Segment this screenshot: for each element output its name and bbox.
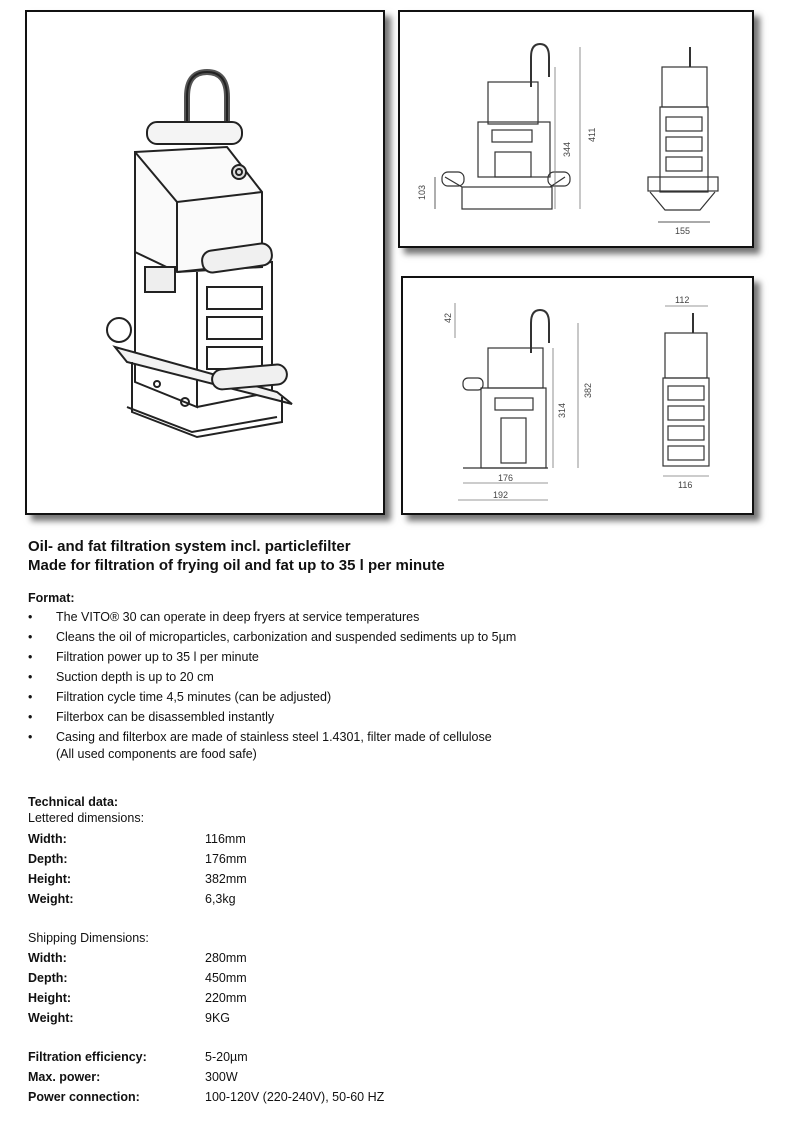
format-heading: Format: [28, 591, 75, 605]
table-row: Width: 280mm [28, 951, 247, 965]
format-list [28, 607, 768, 747]
product-title: Oil- and fat filtration system incl. particlefilter [28, 538, 351, 555]
bullet: • [28, 670, 33, 684]
list-item: • Filterbox can be disassembled instantly [28, 707, 768, 727]
product-subtitle: Made for filtration of frying oil and fat up to 35 l per minute [28, 557, 445, 574]
device-perspective-drawing [27, 12, 383, 513]
table-row: Filtration efficiency: 5-20µm [28, 1050, 248, 1064]
dim-411: 411 [587, 127, 597, 142]
table-row: Depth: 450mm [28, 971, 247, 985]
bullet: • [28, 630, 33, 644]
list-item: • Filtration cycle time 4,5 minutes (can be adjusted) [28, 687, 768, 707]
dim-42: 42 [443, 312, 453, 323]
list-item: • The VITO® 30 can operate in deep fryers at service temperatures [28, 607, 768, 627]
dim-344: 344 [562, 141, 572, 157]
bullet: • [28, 690, 33, 704]
list-item: • Casing and filterbox are made of stainless steel 1.4301, filter made of cellulose [28, 727, 768, 747]
dim-382: 382 [583, 382, 593, 398]
bullet: • [28, 610, 33, 624]
dim-155: 155 [675, 226, 691, 236]
perspective-drawing-panel [25, 10, 385, 515]
list-item: • Cleans the oil of microparticles, carbonization and suspended sediments up to 5µm [28, 627, 768, 647]
bullet: • [28, 730, 33, 744]
technical-heading: Technical data: [28, 795, 119, 809]
dim-116: 116 [678, 480, 693, 490]
side-front-view-panel-2 [401, 276, 754, 515]
dim-103: 103 [417, 184, 427, 200]
bullet: • [28, 650, 33, 664]
side-front-view-drawing-2 [403, 278, 752, 513]
dim-176: 176 [498, 473, 514, 483]
bullet: • [28, 710, 33, 724]
table-row: Power connection: 100-120V (220-240V), 50-60 HZ [28, 1090, 385, 1104]
performance-table [28, 1047, 384, 1107]
dim-192: 192 [493, 490, 509, 500]
dim-314: 314 [557, 402, 567, 418]
table-row: Height: 220mm [28, 991, 247, 1005]
list-item: • Filtration power up to 35 l per minute [28, 647, 768, 667]
dim-112: 112 [675, 295, 690, 305]
lettered-dimensions-table [28, 829, 247, 909]
table-row: Width: 116mm [28, 832, 246, 846]
table-row: Depth: 176mm [28, 852, 247, 866]
shipping-dimensions-table [28, 948, 247, 1028]
shipping-dimensions-heading: Shipping Dimensions: [28, 931, 149, 945]
list-item: • Suction depth is up to 20 cm [28, 667, 768, 687]
table-row: Weight: 9KG [28, 1011, 231, 1025]
table-row: Weight: 6,3kg [28, 892, 236, 906]
table-row: Max. power: 300W [28, 1070, 238, 1084]
side-front-view-panel [398, 10, 754, 248]
lettered-dimensions-heading: Lettered dimensions: [28, 811, 145, 825]
side-front-view-drawing [400, 12, 752, 246]
table-row: Height: 382mm [28, 872, 247, 886]
food-safe-note: (All used components are food safe) [56, 747, 257, 761]
